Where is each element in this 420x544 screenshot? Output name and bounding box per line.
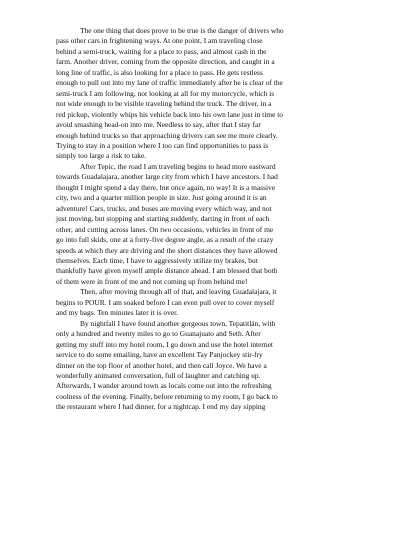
text-line: Then, after moving through all of that, and leaving Guadalajara, it [80, 287, 277, 297]
text-line: themselves. Each time, I have to aggressively utilize my brakes, but [56, 255, 258, 265]
text-line: towards Guadalajara, another large city from which I have ancestors. I had [56, 172, 278, 182]
document-body [56, 26, 369, 413]
paragraph-tepatitlan [56, 319, 369, 413]
text-line: begins to POUR. I am soaked before I can even pull over to cover myself [56, 297, 275, 307]
text-line: enough to pull out into my lane of traffic immediately after he is clear of the [56, 78, 283, 88]
text-line: thankfully have given myself ample distance ahead. I am blessed that both [56, 266, 278, 276]
text-line: speeds at which they are driving and the short distances they have allowed [56, 245, 278, 255]
text-line: dinner on the top floor of another hotel, and then call Joyce. We have a [56, 360, 267, 370]
text-line: The one thing that does prove to be true is the danger of drivers who [80, 26, 284, 35]
text-line: other, and cutting across lanes. On two occasions, vehicles in front of me [56, 224, 274, 234]
text-line: city, two and a quarter million people in size. Just going around it is an [56, 193, 267, 203]
text-line: long line of traffic, is also looking for a place to pass. He gets restless [56, 67, 263, 77]
text-line: simply too large a risk to take. [56, 151, 147, 161]
text-line: By nightfall I have found another gorgeous town, Tepatitlán, with [80, 318, 276, 328]
text-line: red pickup, violently whips his vehicle back into his own lane just in time to [56, 109, 284, 119]
text-line: semi-truck I am following, not looking at all for my motorcycle, which is [56, 88, 275, 98]
paragraph-guadalajara [56, 162, 369, 287]
text-line: avoid smashing head-on into me. Needless to say, after that I stay far [56, 120, 261, 130]
text-line: adventure! Cars, trucks, and buses are moving every which way, and not [56, 203, 272, 213]
text-line: wonderfully animated conversation, full of laughter and catching up. [56, 370, 261, 380]
text-line: After Tepic, the road I am traveling begins to head more eastward [80, 161, 276, 171]
text-line: farm. Another driver, coming from the opposite direction, and caught in a [56, 57, 275, 67]
paragraph-drivers-passing [56, 26, 369, 162]
text-line: of them were in front of me and not coming up from behind me! [56, 276, 248, 286]
text-line: the restaurant where I had dinner, for a nightcap. I end my day sipping [56, 402, 266, 412]
text-line: Afterwards, I wander around town as locals come out into the refreshing [56, 381, 272, 391]
text-line: Trying to stay in a position where I too can find opportunities to pass is [56, 140, 269, 150]
text-line: coolness of the evening. Finally, before returning to my room, I go back to [56, 391, 278, 401]
text-line: enough behind trucks so that approaching drivers can see me more clearly. [56, 130, 278, 140]
text-line: just moving, but stopping and starting suddenly, darting in front of each [56, 214, 270, 224]
text-line: thought I might spend a day there, but once again, no way! It is a massive [56, 182, 276, 192]
text-line: go into full skids, one at a forty-five degree angle, as a result of the crazy [56, 235, 274, 245]
text-line: behind a semi-truck, waiting for a place to pass, and almost cash in the [56, 46, 267, 56]
text-line: service to do some emailing, have an excellent Tay Panjockey stir-fry [56, 350, 263, 360]
paragraph-rain [56, 287, 369, 318]
text-line: getting my stuff into my hotel room, I go down and use the hotel internet [56, 339, 273, 349]
text-line: only a hundred and twenty miles to go to Guanajuato and Seth. After [56, 329, 261, 339]
text-line: and my bags. Ten minutes later it is over. [56, 308, 179, 318]
text-line: not wide enough to be visible traveling behind the truck. The driver, in a [56, 99, 272, 109]
text-line: pass other cars in frightening ways. At one point, I am traveling close [56, 36, 263, 46]
